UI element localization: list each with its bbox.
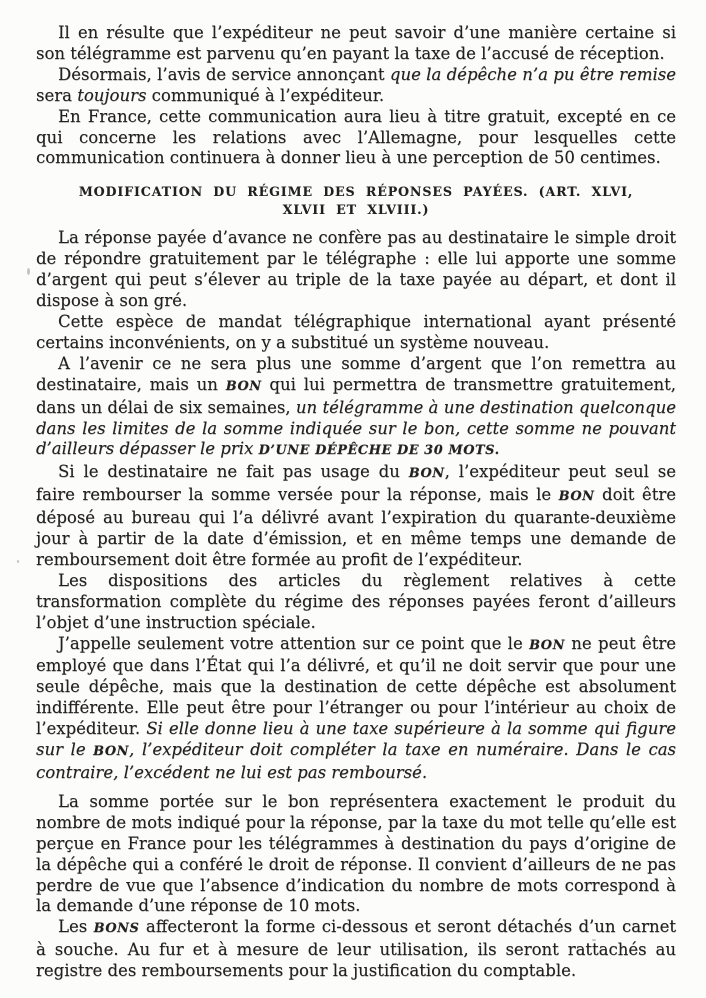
body-text: Les dispositions des articles du règlement relatives à cette transformation complète du régime des réponses payées feront d’ailleurs l’objet d’une instruction spéciale. <box>36 570 676 632</box>
body-text: ne peut être employé que dans l’État qui l’a délivré, et qu’il ne doit servir que pour une seule dépêche, mais que la destination de cette dépêche est absolument indifférente. Elle peut être pour l’étranger ou pour l’intérieur au choix de l’expéditeur. <box>36 633 677 739</box>
italic-phrase: un télégramme à une destination quelconque dans les limites de la somme indiquée sur le bon, cette somme ne pouvant d’ailleurs dépasser le prix <box>36 397 676 459</box>
smallcaps-term: BON <box>408 466 445 482</box>
smallcaps-term: BON <box>558 489 595 505</box>
paragraph <box>36 917 676 982</box>
body-text: qui lui permettra de transmettre gratuitement, dans un délai de six semaines, <box>36 374 676 417</box>
smallcaps-term: BON <box>225 378 262 394</box>
paragraph <box>36 462 676 571</box>
paragraph <box>36 65 676 107</box>
paragraph <box>36 107 676 170</box>
scan-speckle <box>17 560 19 563</box>
body-text: Il en résulte que l’expéditeur ne peut savoir d’une manière certaine si son télégramme est parvenu qu’en payant la taxe de l’accusé de réception. <box>36 23 676 63</box>
body-text: communiqué à l’expéditeur. <box>146 85 385 105</box>
body-text: Cette espèce de mandat télégraphique international ayant présenté certains inconvénients, on y a substitué un système nouveau. <box>36 311 676 352</box>
paragraph <box>36 23 676 65</box>
italic-phrase: Si elle donne lieu à une taxe supérieure à la somme qui figure sur le <box>36 719 676 760</box>
body-text: La somme portée sur le bon représentera exactement le produit du nombre de mots indiqué pour la réponse, par la taxe du mot telle qu’elle est perçue en France pour les télégrammes à destination du pays d’origine de la dépêche qui a conféré le droit de réponse. Il convient d’ailleurs de ne pas perdre de vue que l’absence d’indication du nombre de mots correspond à la demande d’une réponse de 10 mots. <box>36 791 676 916</box>
heading-line: XLVII ET XLVIII.) <box>282 201 430 217</box>
paragraph <box>36 571 676 634</box>
smallcaps-term: D’UNE DÉPÊCHE DE 30 MOTS. <box>258 443 500 459</box>
italic-phrase: , l’expéditeur doit compléter la taxe en numéraire. Dans le cas contraire, l’excédent ne lui est pas remboursé. <box>36 740 677 782</box>
smallcaps-term: BON <box>529 637 565 653</box>
paragraph <box>36 228 676 312</box>
text-block <box>36 23 676 982</box>
paragraph <box>36 312 676 354</box>
scan-speckle <box>592 939 596 941</box>
heading-line: MODIFICATION DU RÉGIME DES RÉPONSES PAYÉES. (ART. XLVI, <box>78 184 634 200</box>
section-heading <box>36 183 676 218</box>
italic-phrase: toujours <box>77 85 147 105</box>
smallcaps-term: BON <box>93 744 130 760</box>
body-text: doit être déposé au bureau qui l’a délivré avant l’expiration du quarante-deuxième jour à partir de la date d’émission, et en même temps une demande de remboursement doit être formée au profit de l’expéditeur. <box>36 485 676 569</box>
paragraph <box>36 354 676 463</box>
italic-phrase: que la dépêche n’a pu être remise <box>389 64 676 84</box>
body-text: Si le destinataire ne fait pas usage du <box>58 462 409 482</box>
body-text: J’appelle seulement votre attention sur ce point que le <box>58 633 530 653</box>
body-text: sera <box>36 85 78 105</box>
body-text: La réponse payée d’avance ne confère pas au destinataire le simple droit de répondre gratuitement par le télégraphe : elle lui apporte une somme d’argent qui peut s’élever au triple de la taxe payée au départ, et dont il dispose à son gré. <box>36 228 676 311</box>
body-text: Les <box>58 917 94 937</box>
body-text: affecteront la forme ci-dessous et seront détachés d’un carnet à souche. Au fur et à mesure de leur utilisation, ils seront rattachés au registre des remboursements pour la justification du comptable. <box>36 917 676 981</box>
body-text: , l’expéditeur peut seul se faire rembourser la somme versée pour la réponse, mais le <box>36 462 676 505</box>
body-text: Désormais, l’avis de service annonçant <box>58 64 390 84</box>
scan-speckle <box>27 268 30 275</box>
paragraph <box>36 792 676 917</box>
paragraph <box>36 634 676 784</box>
body-text: En France, cette communication aura lieu à titre gratuit, excepté en ce qui concerne les relations avec l’Allemagne, pour lesquelles cette communication continuera à donner lieu à une perception de 50 centimes. <box>36 106 676 168</box>
body-text: A l’avenir ce ne sera plus une somme d’argent que l’on remettra au destinataire, mais un <box>36 353 676 394</box>
smallcaps-term: BONS <box>93 921 140 937</box>
